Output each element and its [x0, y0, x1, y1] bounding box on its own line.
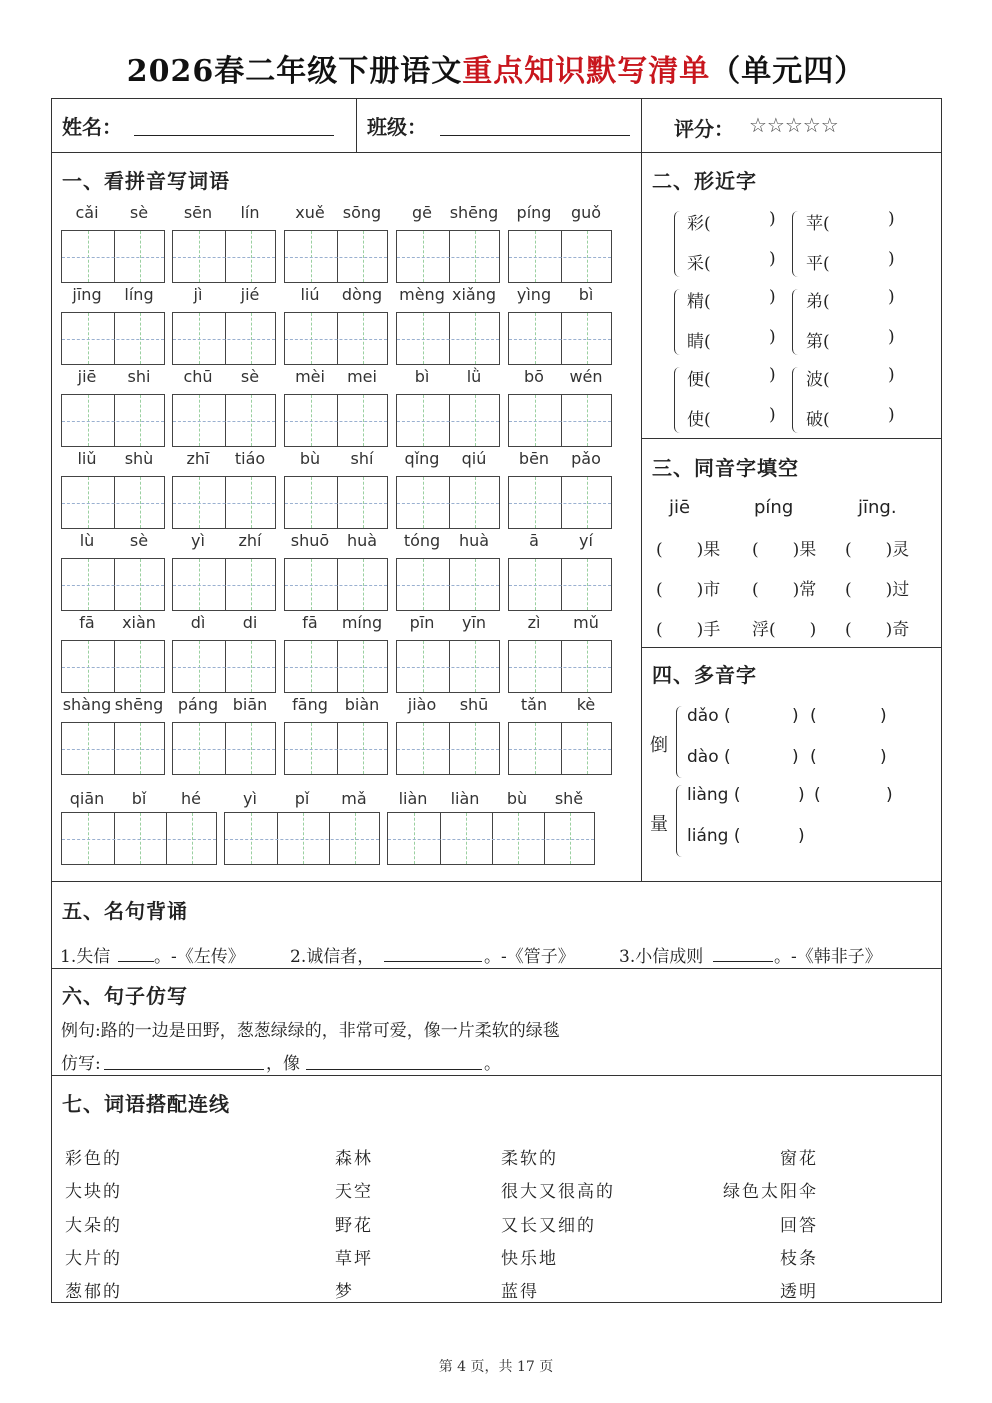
- example-sentence: 例句:路的一边是田野，葱葱绿绿的，非常可爱，像一片柔软的绿毯: [61, 1021, 560, 1041]
- pinyin-label: xiàn: [122, 613, 156, 632]
- grid-guide: [62, 257, 164, 258]
- pinyin-label: guǒ: [570, 203, 602, 222]
- char-box[interactable]: [508, 640, 612, 693]
- pinyin-label: mǔ: [573, 613, 599, 632]
- grid-guide: [173, 585, 275, 586]
- paren-close: ): [769, 365, 776, 385]
- pinyin-label: shě: [554, 789, 584, 808]
- quote-3-source: 。-《韩非子》: [774, 947, 882, 967]
- polyphone-1a: dǎo (: [687, 706, 731, 726]
- grid-guide: [509, 749, 611, 750]
- match-word[interactable]: 透明: [780, 1282, 818, 1303]
- pinyin-label: sè: [240, 367, 260, 386]
- char-box[interactable]: [172, 722, 276, 775]
- class-field[interactable]: [440, 135, 630, 136]
- match-word[interactable]: 枝条: [780, 1248, 818, 1269]
- pinyin-label: sōng: [342, 203, 382, 222]
- brace: [674, 289, 684, 355]
- paren-open: (: [810, 747, 817, 767]
- pinyin-label: zhī: [186, 449, 210, 468]
- quote-2: 2.诚信者，: [290, 947, 375, 967]
- pinyin-label: liàn: [398, 789, 428, 808]
- pinyin-label: kè: [576, 695, 596, 714]
- pinyin-label: yì: [191, 531, 205, 550]
- grid-guide: [173, 749, 275, 750]
- char-box[interactable]: [508, 312, 612, 365]
- pinyin-label: biàn: [344, 695, 380, 714]
- match-word[interactable]: 柔软的: [501, 1149, 558, 1169]
- quote-1-blank[interactable]: [118, 961, 154, 962]
- grid-guide: [62, 503, 164, 504]
- paren-close: ): [792, 706, 799, 726]
- pinyin-label: lǜ: [466, 367, 482, 386]
- pinyin-label: fā: [302, 613, 318, 632]
- pinyin-label: shí: [350, 449, 374, 468]
- pinyin-label: jié: [240, 285, 260, 304]
- match-word[interactable]: 草坪: [335, 1248, 373, 1269]
- paren-close: ): [886, 785, 893, 805]
- grid-guide: [285, 667, 387, 668]
- polyphone-1b: dào (: [687, 747, 731, 767]
- pinyin-label: bēn: [518, 449, 550, 468]
- pinyin-label: píng: [516, 203, 552, 222]
- homophone-blank[interactable]: ( )手: [656, 620, 721, 640]
- char-box[interactable]: [61, 476, 165, 529]
- homophone-blank[interactable]: ( )常: [752, 580, 817, 600]
- similar-char: 彩(: [687, 214, 711, 234]
- similar-char: 睛(: [687, 332, 711, 352]
- pinyin-label: páng: [177, 695, 219, 714]
- grid-guide: [509, 421, 611, 422]
- char-box[interactable]: [61, 812, 217, 865]
- divider: [356, 99, 357, 152]
- paren-open: (: [814, 785, 821, 805]
- similar-char: 采(: [687, 254, 711, 274]
- brace: [792, 367, 802, 433]
- homophone-pinyin: píng: [754, 497, 794, 518]
- grid-guide: [62, 585, 164, 586]
- paren-close: ): [888, 209, 895, 229]
- paren-close: ): [880, 706, 887, 726]
- grid-guide: [62, 339, 164, 340]
- char-box[interactable]: [508, 476, 612, 529]
- char-box[interactable]: [172, 312, 276, 365]
- quote-2-blank[interactable]: [384, 961, 482, 962]
- similar-char: 便(: [687, 370, 711, 390]
- grid-guide: [173, 257, 275, 258]
- grid-guide: [397, 585, 499, 586]
- grid-guide: [173, 339, 275, 340]
- divider: [52, 968, 941, 969]
- grid-guide: [509, 339, 611, 340]
- pinyin-label: pīn: [409, 613, 435, 632]
- paren-close: ): [888, 287, 895, 307]
- polyphone-2a: liàng (: [687, 785, 741, 805]
- grid-guide: [388, 839, 594, 840]
- page-title: [0, 46, 992, 90]
- paren-close: ): [888, 249, 895, 269]
- grid-guide: [285, 339, 387, 340]
- paren-close: ): [798, 785, 805, 805]
- title-part2: 重点知识默写清单: [462, 54, 711, 89]
- pinyin-label: líng: [124, 285, 154, 304]
- section-homophone-title: 三、同音字填空: [652, 456, 799, 480]
- title-part1: 春二年级下册语文: [214, 54, 463, 89]
- match-word[interactable]: 森林: [335, 1149, 373, 1169]
- char-box[interactable]: [172, 558, 276, 611]
- char-box[interactable]: [284, 230, 388, 283]
- pinyin-label: qiān: [69, 789, 105, 808]
- match-word[interactable]: 葱郁的: [65, 1282, 122, 1303]
- grid-guide: [285, 421, 387, 422]
- divider: [52, 1075, 941, 1076]
- pinyin-label: bǐ: [131, 789, 147, 808]
- pinyin-label: fāng: [292, 695, 328, 714]
- section-imitation-title: 六、句子仿写: [62, 984, 188, 1008]
- paren-close: ): [888, 327, 895, 347]
- char-box[interactable]: [172, 394, 276, 447]
- imitation-label: 仿写:: [61, 1054, 101, 1074]
- pinyin-label: mǎ: [341, 789, 367, 808]
- divider: [641, 438, 941, 439]
- pinyin-label: mèi: [295, 367, 325, 386]
- pinyin-label: shuō: [290, 531, 330, 550]
- grid-guide: [62, 421, 164, 422]
- char-box[interactable]: [61, 230, 165, 283]
- pinyin-label: hé: [181, 789, 201, 808]
- similar-char: 使(: [687, 410, 711, 430]
- pinyin-label: jì: [193, 285, 203, 304]
- homophone-blank[interactable]: ( )市: [656, 580, 721, 600]
- pinyin-label: sēn: [183, 203, 213, 222]
- grid-guide: [285, 257, 387, 258]
- char-box[interactable]: [396, 558, 500, 611]
- section-polyphone-title: 四、多音字: [652, 663, 757, 687]
- char-box[interactable]: [284, 722, 388, 775]
- pinyin-label: wén: [569, 367, 603, 386]
- match-word[interactable]: 绿色太阳伞: [723, 1182, 818, 1203]
- grid-guide: [509, 585, 611, 586]
- divider: [641, 99, 642, 881]
- grid-guide: [285, 503, 387, 504]
- char-box[interactable]: [61, 558, 165, 611]
- score-label: 评分：: [674, 117, 734, 141]
- match-word[interactable]: 回答: [780, 1215, 818, 1236]
- similar-char: 波(: [806, 370, 830, 390]
- pinyin-label: tiáo: [234, 449, 266, 468]
- similar-char: 弟(: [806, 292, 830, 312]
- quote-1-source: 。-《左传》: [154, 947, 245, 967]
- grid-guide: [285, 749, 387, 750]
- match-word[interactable]: 蓝得: [501, 1282, 539, 1303]
- grid-guide: [62, 839, 216, 840]
- char-box[interactable]: [61, 312, 165, 365]
- match-word[interactable]: 野花: [335, 1215, 373, 1236]
- homophone-blank[interactable]: ( )灵: [845, 540, 910, 560]
- char-box[interactable]: [508, 394, 612, 447]
- char-box[interactable]: [172, 640, 276, 693]
- pinyin-label: yīn: [461, 613, 487, 632]
- page-footer: 第 4 页，共 17 页: [438, 1359, 554, 1375]
- pinyin-label: shù: [124, 449, 154, 468]
- polyphone-char-2: 量: [650, 814, 668, 835]
- paren-close: ): [792, 747, 799, 767]
- divider: [52, 152, 941, 153]
- pinyin-label: liàn: [450, 789, 480, 808]
- pinyin-label: ā: [529, 531, 539, 550]
- pinyin-label: shēng: [114, 695, 164, 714]
- pinyin-label: fā: [79, 613, 95, 632]
- pinyin-label: tóng: [403, 531, 441, 550]
- pinyin-label: dòng: [341, 285, 383, 304]
- divider: [641, 647, 941, 648]
- pinyin-label: huà: [458, 531, 490, 550]
- match-word[interactable]: 大片的: [65, 1248, 122, 1269]
- grid-guide: [62, 667, 164, 668]
- brace: [674, 367, 684, 433]
- pinyin-label: shi: [127, 367, 151, 386]
- pinyin-label: huà: [346, 531, 378, 550]
- class-label: 班级：: [367, 115, 427, 139]
- brace: [674, 211, 684, 277]
- char-box[interactable]: [396, 722, 500, 775]
- match-word[interactable]: 快乐地: [501, 1248, 558, 1269]
- brace: [676, 706, 686, 778]
- name-field[interactable]: [134, 135, 334, 136]
- brace: [676, 785, 686, 857]
- similar-char: 精(: [687, 292, 711, 312]
- section-similar-chars-title: 二、形近字: [652, 169, 757, 193]
- pinyin-label: jiē: [77, 367, 97, 386]
- pinyin-label: dì: [190, 613, 206, 632]
- match-word[interactable]: 大朵的: [65, 1215, 122, 1236]
- grid-guide: [509, 257, 611, 258]
- pinyin-label: di: [242, 613, 258, 632]
- pinyin-label: shū: [459, 695, 489, 714]
- char-box[interactable]: [224, 812, 380, 865]
- grid-guide: [397, 421, 499, 422]
- pinyin-label: liǔ: [77, 449, 97, 468]
- char-box[interactable]: [396, 230, 500, 283]
- pinyin-label: lù: [79, 531, 95, 550]
- char-box[interactable]: [172, 476, 276, 529]
- quote-3-blank[interactable]: [713, 961, 773, 962]
- homophone-pinyin: jiē: [669, 497, 691, 518]
- pinyin-label: shàng: [62, 695, 112, 714]
- char-box[interactable]: [508, 230, 612, 283]
- pinyin-label: sè: [129, 203, 149, 222]
- section-matching-title: 七、词语搭配连线: [62, 1092, 230, 1116]
- imitation-end: 。: [484, 1054, 501, 1074]
- match-word[interactable]: 梦: [335, 1282, 354, 1303]
- grid-guide: [173, 667, 275, 668]
- pinyin-label: bì: [414, 367, 430, 386]
- pinyin-label: zì: [527, 613, 541, 632]
- paren-open: (: [810, 706, 817, 726]
- match-word[interactable]: 窗花: [780, 1149, 818, 1169]
- brace: [792, 289, 802, 355]
- pinyin-label: yí: [579, 531, 593, 550]
- title-part3: （单元四）: [710, 54, 866, 89]
- imitation-blank-1[interactable]: [104, 1069, 264, 1070]
- match-word[interactable]: 大块的: [65, 1182, 122, 1203]
- homophone-blank[interactable]: ( )过: [845, 580, 910, 600]
- rating-stars[interactable]: ☆☆☆☆☆: [749, 113, 839, 137]
- paren-close: ): [769, 405, 776, 425]
- grid-guide: [397, 339, 499, 340]
- homophone-pinyin: jīng.: [858, 497, 897, 518]
- pinyin-label: chū: [183, 367, 213, 386]
- char-box[interactable]: [284, 558, 388, 611]
- char-box[interactable]: [61, 722, 165, 775]
- quote-2-source: 。-《管子》: [484, 947, 575, 967]
- char-box[interactable]: [396, 312, 500, 365]
- match-word[interactable]: 天空: [335, 1182, 373, 1203]
- pinyin-label: bù: [299, 449, 321, 468]
- match-word[interactable]: 很大又很高的: [501, 1182, 615, 1203]
- paren-close: ): [769, 249, 776, 269]
- pinyin-label: míng: [341, 613, 383, 632]
- grid-guide: [62, 749, 164, 750]
- char-box[interactable]: [396, 640, 500, 693]
- imitation-comma: ，像: [266, 1054, 300, 1074]
- homophone-blank[interactable]: ( )奇: [845, 620, 910, 640]
- match-word[interactable]: 彩色的: [65, 1149, 122, 1169]
- grid-guide: [397, 257, 499, 258]
- polyphone-char-1: 倒: [650, 735, 668, 756]
- pinyin-label: bō: [524, 367, 544, 386]
- pinyin-label: xuě: [295, 203, 325, 222]
- pinyin-label: pǎo: [571, 449, 601, 468]
- pinyin-label: gē: [412, 203, 432, 222]
- char-box[interactable]: [508, 558, 612, 611]
- pinyin-label: sè: [129, 531, 149, 550]
- name-label: 姓名：: [62, 115, 122, 139]
- paren-close: ): [880, 747, 887, 767]
- paren-close: ): [888, 405, 895, 425]
- char-box[interactable]: [284, 394, 388, 447]
- pinyin-label: qiú: [461, 449, 487, 468]
- pinyin-label: bì: [578, 285, 594, 304]
- pinyin-label: jīng: [72, 285, 102, 304]
- char-box[interactable]: [61, 640, 165, 693]
- grid-guide: [225, 839, 379, 840]
- grid-guide: [509, 667, 611, 668]
- worksheet: [51, 98, 942, 1303]
- paren-close: ): [888, 365, 895, 385]
- divider: [52, 881, 941, 882]
- pinyin-label: lín: [240, 203, 260, 222]
- char-box[interactable]: [284, 312, 388, 365]
- grid-guide: [397, 667, 499, 668]
- pinyin-label: tǎn: [520, 695, 548, 714]
- similar-char: 第(: [806, 332, 830, 352]
- char-box[interactable]: [172, 230, 276, 283]
- homophone-blank[interactable]: 浮( ): [752, 620, 817, 640]
- char-box[interactable]: [396, 394, 500, 447]
- pinyin-label: pǐ: [294, 789, 310, 808]
- char-box[interactable]: [387, 812, 595, 865]
- quote-3: 3.小信成则: [619, 947, 704, 967]
- polyphone-2b: liáng (: [687, 826, 741, 846]
- grid-guide: [397, 749, 499, 750]
- pinyin-label: yì: [243, 789, 257, 808]
- grid-guide: [173, 421, 275, 422]
- pinyin-label: mèng: [399, 285, 445, 304]
- grid-guide: [173, 503, 275, 504]
- homophone-blank[interactable]: ( )果: [656, 540, 721, 560]
- paren-close: ): [769, 287, 776, 307]
- section-quotes-title: 五、名句背诵: [62, 899, 188, 923]
- pinyin-label: xiǎng: [451, 285, 496, 304]
- paren-close: ): [769, 327, 776, 347]
- pinyin-label: yìng: [516, 285, 552, 304]
- pinyin-label: jiào: [407, 695, 437, 714]
- pinyin-label: biān: [232, 695, 268, 714]
- grid-guide: [285, 585, 387, 586]
- pinyin-label: bù: [506, 789, 528, 808]
- paren-close: ): [769, 209, 776, 229]
- char-box[interactable]: [508, 722, 612, 775]
- homophone-blank[interactable]: ( )果: [752, 540, 817, 560]
- grid-guide: [397, 503, 499, 504]
- char-box[interactable]: [284, 476, 388, 529]
- title-year: 2026: [126, 54, 215, 89]
- similar-char: 平(: [806, 254, 830, 274]
- match-word[interactable]: 又长又细的: [501, 1215, 596, 1236]
- char-box[interactable]: [284, 640, 388, 693]
- paren-close: ): [798, 826, 805, 846]
- grid-guide: [509, 503, 611, 504]
- char-box[interactable]: [61, 394, 165, 447]
- similar-char: 破(: [806, 410, 830, 430]
- pinyin-label: mei: [347, 367, 377, 386]
- imitation-blank-2[interactable]: [306, 1069, 482, 1070]
- pinyin-label: zhí: [238, 531, 262, 550]
- section-pinyin-title: 一、看拼音写词语: [62, 169, 230, 193]
- similar-char: 苹(: [806, 214, 830, 234]
- quote-1: 1.失信: [60, 947, 111, 967]
- pinyin-label: liú: [300, 285, 320, 304]
- brace: [792, 211, 802, 277]
- char-box[interactable]: [396, 476, 500, 529]
- pinyin-label: cǎi: [75, 203, 99, 222]
- pinyin-label: qǐng: [404, 449, 440, 468]
- pinyin-label: shēng: [449, 203, 499, 222]
